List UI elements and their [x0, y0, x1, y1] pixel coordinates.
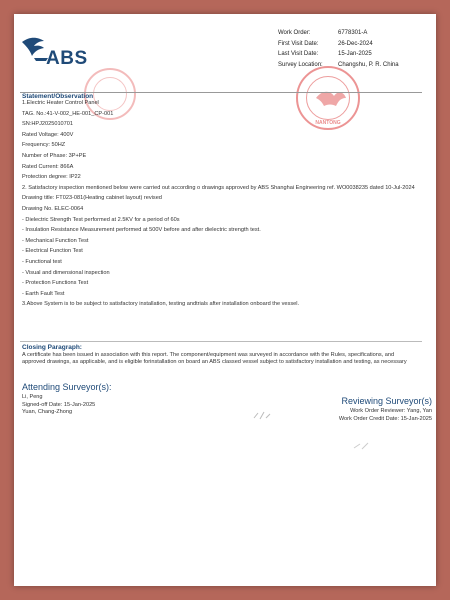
reviewing-surveyor-list: [339, 408, 432, 423]
statement-line: - Protection Functions Test: [22, 280, 89, 287]
attending-line: Li, Peng: [22, 394, 43, 400]
statement-heading: Statement/Observation: [22, 93, 94, 100]
meta-value: 6778301-A: [338, 30, 368, 36]
statement-body: [22, 100, 420, 312]
meta-row: [278, 60, 418, 71]
meta-label: Last Visit Date:: [278, 51, 319, 57]
statement-line: SN:HPJ2025010701: [22, 121, 74, 128]
statement-line: Number of Phase: 3P+PE: [22, 152, 87, 159]
statement-line: - Earth Fault Test: [22, 290, 65, 297]
statement-line: - Functional test: [22, 258, 62, 265]
reviewing-surveyor-heading: Reviewing Surveyor(s): [341, 396, 432, 406]
scan-mark-icon: [352, 440, 372, 452]
meta-row: [278, 49, 418, 60]
attending-surveyor-list: [22, 394, 95, 417]
attending-surveyor-heading: Attending Surveyor(s):: [22, 382, 112, 392]
meta-row: [278, 28, 418, 39]
closing-heading: Closing Paragraph:: [22, 344, 82, 351]
abs-logo-text: ABS: [46, 48, 88, 69]
statement-line: - Visual and dimensional inspection: [22, 269, 110, 276]
closing-divider: [20, 341, 422, 342]
statement-line: - Insulation Resistance Measurement performed at 500V before and after dielectric strength test.: [22, 227, 261, 234]
meta-value: Changshu, P. R. China: [338, 61, 399, 68]
statement-line: Protection degree: IP22: [22, 174, 81, 181]
meta-value: 15-Jan-2025: [338, 51, 372, 57]
statement-line: Rated Voltage: 400V: [22, 131, 74, 138]
statement-line: 3.Above System is to be subject to satisfactory installation, testing andtrials after installation onboard the vessel.: [22, 301, 300, 308]
statement-line: TAG. No.:41-V-002_HE-001_CP-001: [22, 110, 114, 117]
meta-row: [278, 39, 418, 50]
meta-value: 26-Dec-2024: [338, 40, 373, 47]
seal-location-text: NANTONG: [315, 120, 341, 126]
statement-line: Drawing No. ELEC-0064: [22, 205, 84, 212]
statement-line: - Electrical Function Test: [22, 248, 83, 255]
meta-label: First Visit Date:: [278, 40, 319, 47]
attending-line: Signed-off Date: 15-Jan-2025: [22, 401, 96, 408]
statement-line: Rated Current: 866A: [22, 163, 74, 170]
closing-text: A certificate has been issued in association with this report. The component/equipment was surveyed in accordance with the Rules, specifications, and approved drawings, as applicable, and is eligible forinstallation on board an ABS classed vessel subject to satisfactory installation and testing, as necessary: [22, 352, 407, 365]
reviewing-line: Work Order Credit Date: 15-Jan-2025: [338, 415, 432, 422]
statement-line: 1.Electric Heater Control Panel: [22, 100, 99, 106]
statement-line: - Mechanical Function Test: [22, 237, 89, 244]
meta-label: Work Order:: [278, 30, 311, 36]
reviewing-line: Work Order Reviewer: Yang, Yan: [350, 408, 432, 414]
statement-line: Frequency: 50HZ: [22, 142, 66, 149]
work-order-meta: [278, 28, 418, 70]
statement-line: Drawing title: FT023-081(Heating cabinet layout) revised: [22, 195, 162, 202]
statement-line: - Dielectric Strength Test performed at 2.5KV for a period of 60s: [22, 216, 180, 223]
statement-line: 2. Satisfactory inspection mentioned below were carried out according o drawings approved by ABS Shanghai Engineering ref. WO0038235 dated 10-Jul-2024: [22, 184, 415, 191]
meta-label: Survey Location:: [278, 61, 323, 68]
scan-mark-icon: [252, 410, 272, 422]
attending-line: Yuan, Chang-Zhong: [22, 409, 73, 415]
